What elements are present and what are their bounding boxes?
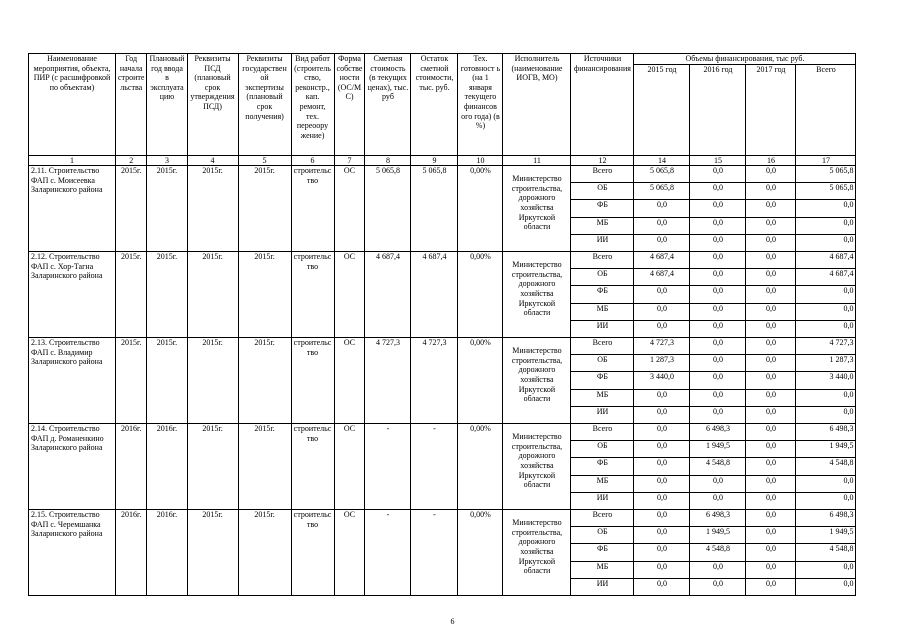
value-2016: 0,0 (690, 562, 746, 579)
header-2017: 2017 год (746, 64, 796, 155)
funding-source: ОБ (571, 527, 634, 544)
value-2017: 0,0 (746, 527, 796, 544)
value-2016: 0,0 (690, 372, 746, 390)
financing-table (28, 53, 856, 596)
value-2015: 0,0 (634, 218, 690, 235)
value-2016: 6 498,3 (690, 510, 746, 527)
value-total: 1 949,5 (796, 527, 856, 544)
year-plan: 2016г. (147, 424, 187, 510)
year-plan: 2016г. (147, 510, 187, 596)
value-2015: 0,0 (634, 304, 690, 321)
readiness: 0,00% (458, 338, 503, 424)
remainder-cost: - (411, 424, 458, 510)
value-2016: 0,0 (690, 476, 746, 493)
value-2015: 5 065,8 (634, 166, 690, 183)
value-2015: 0,0 (634, 579, 690, 596)
document-page (28, 53, 856, 596)
funding-source: ОБ (571, 441, 634, 458)
estimate-cost: 4 687,4 (365, 252, 411, 338)
column-number: 5 (238, 155, 291, 166)
value-2017: 0,0 (746, 544, 796, 562)
table-row (29, 510, 856, 527)
value-total: 6 498,3 (796, 510, 856, 527)
value-2015: 4 687,4 (634, 269, 690, 286)
value-2017: 0,0 (746, 372, 796, 390)
header-remainder: Остаток сметной стоимости, тыс. руб. (411, 54, 458, 156)
value-2015: 0,0 (634, 424, 690, 441)
value-total: 0,0 (796, 200, 856, 218)
object-name: 2.12. Строительство ФАП с. Хор-Тагна Заларинского района (29, 252, 116, 338)
work-type: строительс тво (291, 166, 334, 252)
ownership: ОС (334, 424, 365, 510)
header-ownership: Форма собстве ности (ОС/М С) (334, 54, 365, 156)
funding-source: МБ (571, 218, 634, 235)
value-total: 3 440,0 (796, 372, 856, 390)
funding-source: МБ (571, 390, 634, 407)
object-name: 2.11. Строительство ФАП с. Моисеевка Заларинского района (29, 166, 116, 252)
value-2015: 0,0 (634, 390, 690, 407)
executor: Министерство строительства, дорожного хозяйства Иркутской области (503, 510, 571, 596)
psd-date: 2015г. (187, 338, 238, 424)
column-number: 1 (29, 155, 116, 166)
ownership: ОС (334, 166, 365, 252)
expertise-date: 2015г. (238, 166, 291, 252)
value-2015: 4 687,4 (634, 252, 690, 269)
column-number: 14 (634, 155, 690, 166)
column-number: 4 (187, 155, 238, 166)
value-total: 6 498,3 (796, 424, 856, 441)
estimate-cost: - (365, 424, 411, 510)
column-number: 17 (796, 155, 856, 166)
value-2017: 0,0 (746, 579, 796, 596)
ownership: ОС (334, 338, 365, 424)
header-psd: Реквизиты ПСД (плановый срок утверждения ПСД) (187, 54, 238, 156)
readiness: 0,00% (458, 166, 503, 252)
expertise-date: 2015г. (238, 424, 291, 510)
value-2017: 0,0 (746, 407, 796, 424)
header-estimate: Сметная стоимость (в текущих ценах), тыс. руб (365, 54, 411, 156)
ownership: ОС (334, 510, 365, 596)
value-total: 0,0 (796, 286, 856, 304)
column-number: 6 (291, 155, 334, 166)
column-number: 9 (411, 155, 458, 166)
value-2016: 0,0 (690, 235, 746, 252)
psd-date: 2015г. (187, 510, 238, 596)
value-total: 0,0 (796, 407, 856, 424)
funding-source: ФБ (571, 372, 634, 390)
estimate-cost: 4 727,3 (365, 338, 411, 424)
table-row (29, 424, 856, 441)
year-start: 2015г. (116, 166, 147, 252)
value-2017: 0,0 (746, 252, 796, 269)
table-row (29, 338, 856, 355)
funding-source: МБ (571, 562, 634, 579)
column-number-row (29, 155, 856, 166)
value-2017: 0,0 (746, 355, 796, 372)
value-2015: 0,0 (634, 458, 690, 476)
object-name: 2.15. Строительство ФАП с. Черемшанка Заларинского района (29, 510, 116, 596)
value-2015: 0,0 (634, 510, 690, 527)
funding-source: ФБ (571, 200, 634, 218)
year-start: 2015г. (116, 338, 147, 424)
value-2017: 0,0 (746, 510, 796, 527)
value-2017: 0,0 (746, 493, 796, 510)
table-row (29, 252, 856, 269)
value-total: 0,0 (796, 562, 856, 579)
value-2017: 0,0 (746, 441, 796, 458)
value-total: 0,0 (796, 579, 856, 596)
funding-source: Всего (571, 510, 634, 527)
value-2015: 0,0 (634, 235, 690, 252)
header-executor: Исполнитель (наименование ИОГВ, МО) (503, 54, 571, 156)
value-2017: 0,0 (746, 321, 796, 338)
header-2015: 2015 год (634, 64, 690, 155)
year-plan: 2015г. (147, 338, 187, 424)
value-2017: 0,0 (746, 235, 796, 252)
funding-source: ОБ (571, 355, 634, 372)
value-2017: 0,0 (746, 269, 796, 286)
executor: Министерство строительства, дорожного хозяйства Иркутской области (503, 424, 571, 510)
value-2016: 6 498,3 (690, 424, 746, 441)
funding-source: ОБ (571, 269, 634, 286)
value-2016: 0,0 (690, 407, 746, 424)
value-2017: 0,0 (746, 458, 796, 476)
funding-source: Всего (571, 338, 634, 355)
estimate-cost: - (365, 510, 411, 596)
column-number: 15 (690, 155, 746, 166)
funding-source: Всего (571, 166, 634, 183)
value-total: 0,0 (796, 304, 856, 321)
value-total: 4 548,8 (796, 544, 856, 562)
funding-source: ИИ (571, 579, 634, 596)
header-work-type: Вид работ (строитель ство, реконстр., кап. ремонт, тех. переоору жение) (291, 54, 334, 156)
value-2017: 0,0 (746, 390, 796, 407)
funding-source: МБ (571, 304, 634, 321)
work-type: строительс тво (291, 424, 334, 510)
work-type: строительс тво (291, 252, 334, 338)
value-2016: 0,0 (690, 252, 746, 269)
object-name: 2.14. Строительство ФАП д. Романенкино Заларинского района (29, 424, 116, 510)
psd-date: 2015г. (187, 166, 238, 252)
value-2015: 1 287,3 (634, 355, 690, 372)
header-name: Наименование мероприятия, объекта, ПИР (с расшифровкой по объектам) (29, 54, 116, 156)
value-2017: 0,0 (746, 183, 796, 200)
funding-source: ФБ (571, 458, 634, 476)
header-2016: 2016 год (690, 64, 746, 155)
value-2015: 0,0 (634, 286, 690, 304)
expertise-date: 2015г. (238, 510, 291, 596)
funding-source: ИИ (571, 321, 634, 338)
executor: Министерство строительства, дорожного хозяйства Иркутской области (503, 252, 571, 338)
value-2016: 0,0 (690, 579, 746, 596)
funding-source: ОБ (571, 183, 634, 200)
value-2016: 0,0 (690, 355, 746, 372)
header-year-start: Год начала строите льства (116, 54, 147, 156)
value-2017: 0,0 (746, 304, 796, 321)
value-2016: 4 548,8 (690, 458, 746, 476)
value-2016: 1 949,5 (690, 527, 746, 544)
value-2016: 0,0 (690, 269, 746, 286)
value-total: 4 687,4 (796, 252, 856, 269)
value-2016: 1 949,5 (690, 441, 746, 458)
expertise-date: 2015г. (238, 252, 291, 338)
remainder-cost: 4 687,4 (411, 252, 458, 338)
value-2015: 0,0 (634, 476, 690, 493)
value-2016: 0,0 (690, 218, 746, 235)
value-2015: 4 727,3 (634, 338, 690, 355)
value-total: 1 287,3 (796, 355, 856, 372)
value-2016: 0,0 (690, 493, 746, 510)
value-2015: 5 065,8 (634, 183, 690, 200)
expertise-date: 2015г. (238, 338, 291, 424)
value-total: 4 687,4 (796, 269, 856, 286)
value-total: 0,0 (796, 235, 856, 252)
value-2017: 0,0 (746, 218, 796, 235)
value-total: 5 065,8 (796, 166, 856, 183)
work-type: строительс тво (291, 338, 334, 424)
funding-source: Всего (571, 424, 634, 441)
value-2015: 0,0 (634, 200, 690, 218)
readiness: 0,00% (458, 252, 503, 338)
value-2016: 0,0 (690, 321, 746, 338)
value-total: 4 727,3 (796, 338, 856, 355)
value-2016: 0,0 (690, 166, 746, 183)
readiness: 0,00% (458, 510, 503, 596)
header-volume: Объемы финансирования, тыс руб. (634, 54, 856, 65)
estimate-cost: 5 065,8 (365, 166, 411, 252)
value-2017: 0,0 (746, 286, 796, 304)
header-readiness: Тех. готовност ь (на 1 января текущего финансов ого года) (в %) (458, 54, 503, 156)
remainder-cost: 5 065,8 (411, 166, 458, 252)
value-2015: 3 440,0 (634, 372, 690, 390)
value-2015: 0,0 (634, 562, 690, 579)
column-number: 7 (334, 155, 365, 166)
value-total: 0,0 (796, 493, 856, 510)
psd-date: 2015г. (187, 424, 238, 510)
value-total: 0,0 (796, 390, 856, 407)
value-total: 4 548,8 (796, 458, 856, 476)
readiness: 0,00% (458, 424, 503, 510)
header-expertise: Реквизиты государствен ой экспертизы (плановый срок получения) (238, 54, 291, 156)
work-type: строительс тво (291, 510, 334, 596)
psd-date: 2015г. (187, 252, 238, 338)
funding-source: МБ (571, 476, 634, 493)
value-2017: 0,0 (746, 338, 796, 355)
value-2016: 0,0 (690, 304, 746, 321)
column-number: 8 (365, 155, 411, 166)
value-2015: 0,0 (634, 407, 690, 424)
value-2015: 0,0 (634, 493, 690, 510)
value-2016: 0,0 (690, 286, 746, 304)
value-2016: 0,0 (690, 390, 746, 407)
value-total: 5 065,8 (796, 183, 856, 200)
year-plan: 2015г. (147, 166, 187, 252)
value-total: 0,0 (796, 321, 856, 338)
funding-source: ИИ (571, 235, 634, 252)
value-2016: 0,0 (690, 200, 746, 218)
column-number: 11 (503, 155, 571, 166)
funding-source: Всего (571, 252, 634, 269)
page-number: 6 (450, 617, 455, 626)
object-name: 2.13. Строительство ФАП с. Владимир Заларинского района (29, 338, 116, 424)
value-2015: 0,0 (634, 544, 690, 562)
ownership: ОС (334, 252, 365, 338)
header-sources: Источники финансирования (571, 54, 634, 156)
value-2016: 0,0 (690, 183, 746, 200)
year-plan: 2015г. (147, 252, 187, 338)
column-number: 12 (571, 155, 634, 166)
value-2017: 0,0 (746, 166, 796, 183)
value-2017: 0,0 (746, 562, 796, 579)
column-number: 16 (746, 155, 796, 166)
column-number: 10 (458, 155, 503, 166)
remainder-cost: - (411, 510, 458, 596)
header-total: Всего (796, 64, 856, 155)
value-2017: 0,0 (746, 424, 796, 441)
funding-source: ИИ (571, 407, 634, 424)
value-total: 1 949,5 (796, 441, 856, 458)
year-start: 2015г. (116, 252, 147, 338)
value-2017: 0,0 (746, 200, 796, 218)
value-2016: 4 548,8 (690, 544, 746, 562)
table-row (29, 166, 856, 183)
value-total: 0,0 (796, 476, 856, 493)
funding-source: ФБ (571, 286, 634, 304)
value-total: 0,0 (796, 218, 856, 235)
value-2015: 0,0 (634, 321, 690, 338)
remainder-cost: 4 727,3 (411, 338, 458, 424)
header-year-plan: Плановый год ввода в эксплуата цию (147, 54, 187, 156)
value-2017: 0,0 (746, 476, 796, 493)
value-2016: 0,0 (690, 338, 746, 355)
executor: Министерство строительства, дорожного хозяйства Иркутской области (503, 166, 571, 252)
year-start: 2016г. (116, 510, 147, 596)
funding-source: ФБ (571, 544, 634, 562)
value-2015: 0,0 (634, 441, 690, 458)
year-start: 2016г. (116, 424, 147, 510)
executor: Министерство строительства, дорожного хозяйства Иркутской области (503, 338, 571, 424)
column-number: 2 (116, 155, 147, 166)
column-number: 3 (147, 155, 187, 166)
value-2015: 0,0 (634, 527, 690, 544)
funding-source: ИИ (571, 493, 634, 510)
